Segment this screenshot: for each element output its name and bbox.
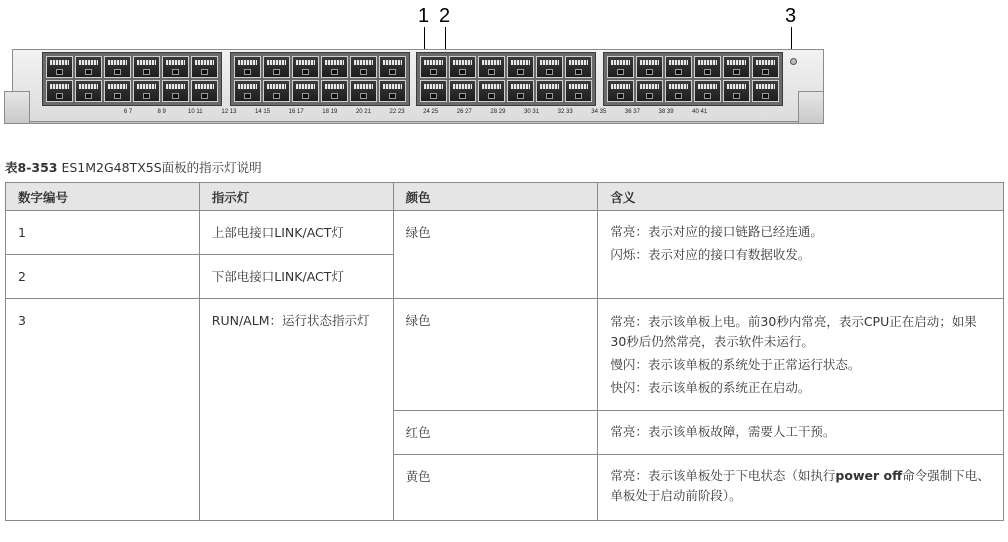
rj45-port <box>449 56 476 78</box>
rj45-port <box>607 56 634 78</box>
meaning-line: 闪烁：表示对应的接口有数据收发。 <box>610 247 811 262</box>
rj45-port <box>507 80 534 102</box>
port-label: 26 27 <box>456 109 472 115</box>
rj45-port <box>46 80 73 102</box>
meaning-text: 命令强制下电、单板处于启动前阶段）。 <box>610 468 990 503</box>
port-label: 36 37 <box>624 109 640 115</box>
meaning-line: 常亮：表示对应的接口链路已经连通。 <box>610 224 823 239</box>
rj45-port <box>449 80 476 102</box>
rj45-port <box>420 56 447 78</box>
rj45-port <box>321 80 348 102</box>
cell-indicator: 上部电接口LINK/ACT灯 <box>199 211 393 255</box>
cell-meaning <box>598 455 1004 521</box>
header-number: 数字编号 <box>6 183 200 211</box>
port-group-3 <box>416 52 596 106</box>
vendor-logo-icon <box>790 58 797 65</box>
rj45-port <box>536 80 563 102</box>
table-row <box>6 211 1004 255</box>
table-number: 表8-353 <box>5 160 58 175</box>
indicator-table <box>5 182 1004 521</box>
port-label: 38 39 <box>658 109 674 115</box>
rj45-port <box>191 80 218 102</box>
rj45-port <box>133 80 160 102</box>
cell-number: 2 <box>6 255 200 299</box>
callout-1: 1 <box>418 5 430 27</box>
panel-figure <box>0 0 1008 128</box>
port-label <box>80 109 109 115</box>
rj45-port <box>478 56 505 78</box>
rj45-port <box>723 80 750 102</box>
rj45-port <box>75 80 102 102</box>
rj45-port <box>234 56 261 78</box>
rj45-port <box>263 56 290 78</box>
rj45-port <box>536 56 563 78</box>
header-color: 颜色 <box>393 183 598 211</box>
cell-number: 1 <box>6 211 200 255</box>
cell-indicator: 下部电接口LINK/ACT灯 <box>199 255 393 299</box>
callout-3: 3 <box>785 5 797 27</box>
rj45-port <box>321 56 348 78</box>
port-label: 16 17 <box>288 109 304 115</box>
rj45-port <box>162 80 189 102</box>
cell-meaning <box>598 299 1004 411</box>
command-text: power off <box>835 468 903 483</box>
cell-color: 绿色 <box>393 211 598 299</box>
rj45-port <box>565 56 592 78</box>
cell-color: 黄色 <box>393 455 598 521</box>
rj45-port <box>607 80 634 102</box>
port-number-labels <box>44 109 784 115</box>
port-group-4 <box>603 52 783 106</box>
port-label: 40 41 <box>692 109 708 115</box>
port-label: 28 29 <box>490 109 506 115</box>
rj45-port <box>234 80 261 102</box>
meaning-text: 常亮：表示该单板处于下电状态（如执行 <box>610 468 836 483</box>
rj45-port <box>191 56 218 78</box>
rj45-port <box>133 56 160 78</box>
port-label: 18 19 <box>322 109 338 115</box>
rj45-port <box>292 80 319 102</box>
rj45-port <box>478 80 505 102</box>
rj45-port <box>752 80 779 102</box>
port-label <box>46 109 75 115</box>
port-label: 10 11 <box>188 109 203 115</box>
port-label: 6 7 <box>123 109 133 115</box>
rj45-port <box>665 56 692 78</box>
port-label: 8 9 <box>157 109 166 115</box>
table-title: ES1M2G48TX5S面板的指示灯说明 <box>61 160 262 175</box>
rj45-port <box>350 56 377 78</box>
rj45-port <box>694 56 721 78</box>
port-group-1 <box>42 52 222 106</box>
cell-meaning <box>598 411 1004 455</box>
rj45-port <box>162 56 189 78</box>
meaning-line: 慢闪：表示该单板的系统处于正常运行状态。 <box>610 357 861 372</box>
rj45-port <box>263 80 290 102</box>
header-indicator: 指示灯 <box>199 183 393 211</box>
rj45-port <box>379 56 406 78</box>
meaning-line: 常亮：表示该单板故障，需要人工干预。 <box>610 424 836 439</box>
port-label: 14 15 <box>255 109 271 115</box>
rj45-port <box>694 80 721 102</box>
rj45-port <box>723 56 750 78</box>
rj45-port <box>104 80 131 102</box>
table-caption <box>5 158 262 176</box>
callout-2: 2 <box>439 5 451 27</box>
port-label <box>752 109 781 115</box>
port-label: 20 21 <box>355 109 371 115</box>
port-label: 12 13 <box>221 109 237 115</box>
rj45-port <box>75 56 102 78</box>
meaning-line: 快闪：表示该单板的系统正在启动。 <box>610 380 811 395</box>
meaning-line <box>610 466 991 506</box>
rj45-port <box>636 56 663 78</box>
cell-color: 绿色 <box>393 299 598 411</box>
rj45-port <box>665 80 692 102</box>
rj45-port <box>350 80 377 102</box>
port-label: 34 35 <box>591 109 607 115</box>
meaning-line: 常亮：表示该单板上电。前30秒内常亮，表示CPU正在启动；如果30秒后仍然常亮，表示软件未运行。 <box>610 314 977 349</box>
port-label <box>719 109 748 115</box>
cell-meaning <box>598 211 1004 299</box>
rj45-port <box>292 56 319 78</box>
rj45-port <box>104 56 131 78</box>
rj45-port <box>46 56 73 78</box>
cell-indicator: RUN/ALM：运行状态指示灯 <box>199 299 393 521</box>
table-row <box>6 299 1004 411</box>
cell-color: 红色 <box>393 411 598 455</box>
port-label: 24 25 <box>423 109 439 115</box>
rj45-port <box>507 56 534 78</box>
rj45-port <box>565 80 592 102</box>
port-group-2 <box>230 52 410 106</box>
port-label: 22 23 <box>389 109 405 115</box>
rj45-port <box>379 80 406 102</box>
rj45-port <box>752 56 779 78</box>
cell-number: 3 <box>6 299 200 521</box>
left-ejector <box>4 91 30 124</box>
rj45-port <box>636 80 663 102</box>
table-header-row <box>6 183 1004 211</box>
port-label: 30 31 <box>524 109 540 115</box>
right-ejector <box>798 91 824 124</box>
header-meaning: 含义 <box>598 183 1004 211</box>
port-label: 32 33 <box>557 109 573 115</box>
rj45-port <box>420 80 447 102</box>
